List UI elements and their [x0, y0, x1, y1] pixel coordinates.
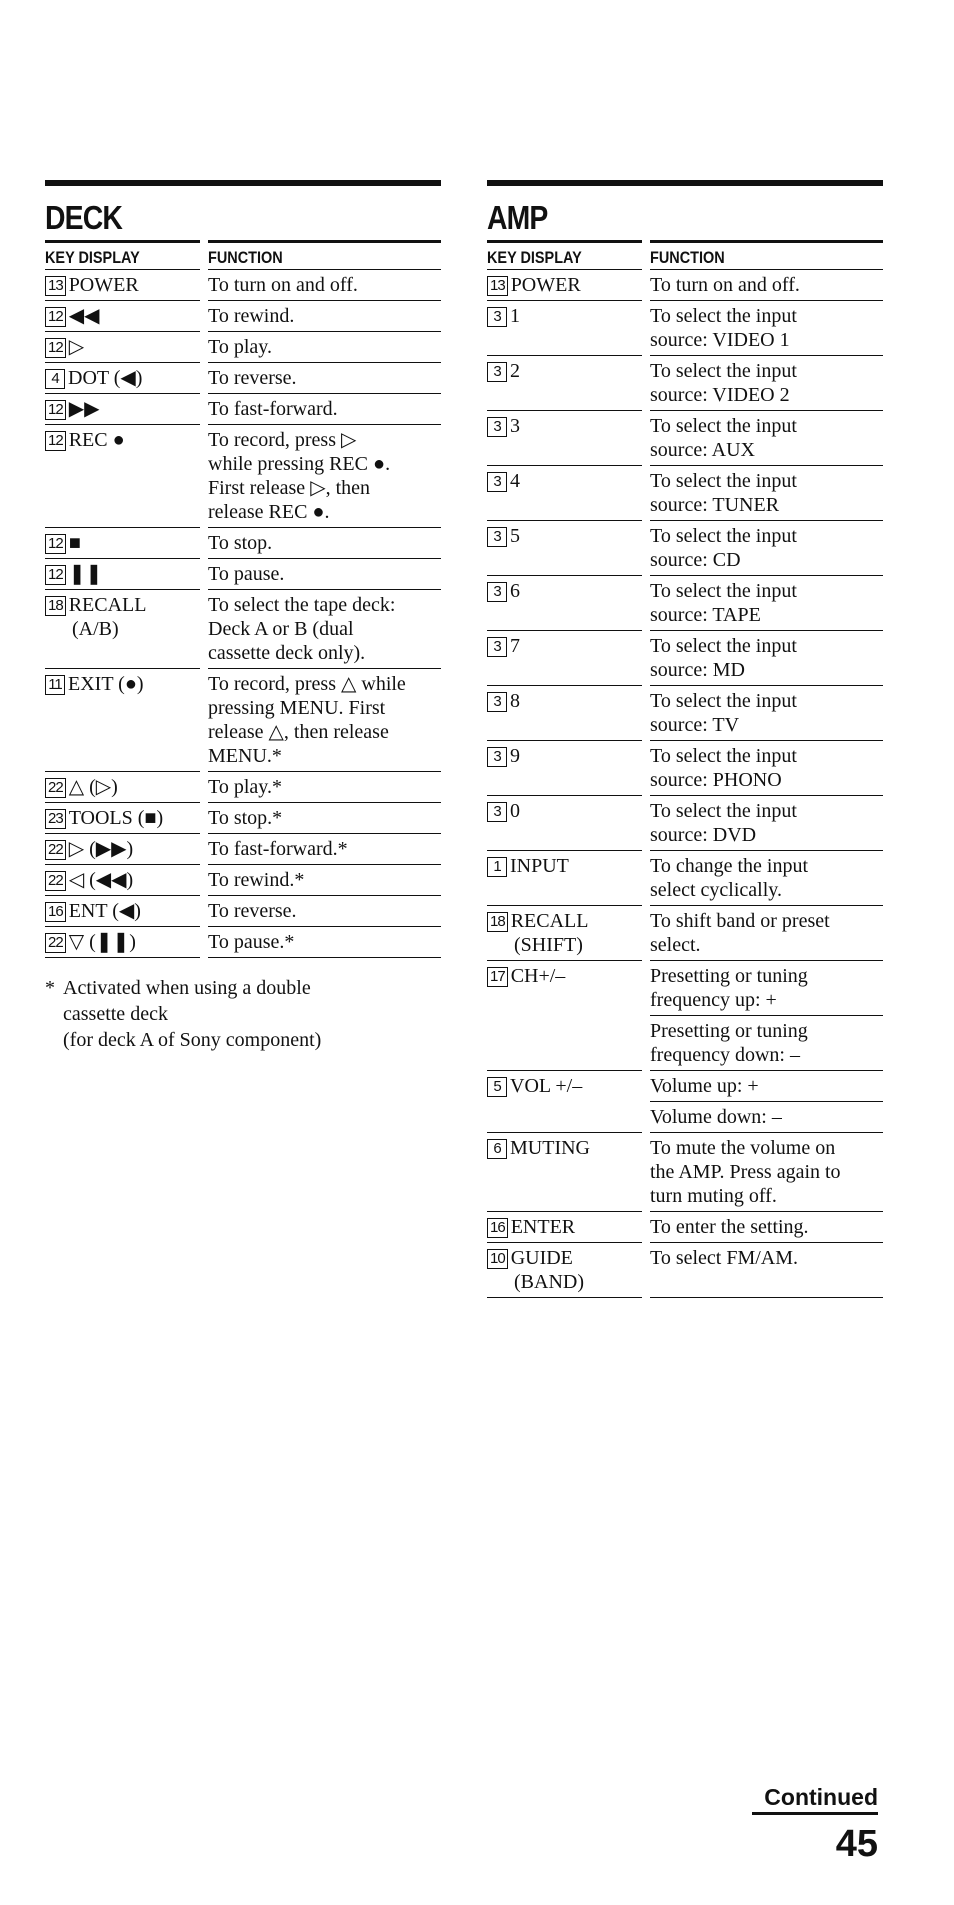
function-cell — [208, 772, 441, 803]
key-display — [487, 466, 642, 493]
table-row — [45, 590, 441, 669]
key-display — [487, 961, 642, 988]
function-cell — [650, 270, 883, 301]
key-number-badge: 5 — [487, 1077, 507, 1097]
function-cell — [208, 803, 441, 834]
function-cell — [650, 631, 883, 686]
table-row — [45, 927, 441, 958]
function-cell-secondary — [650, 1102, 883, 1133]
header-key-display: KEY DISPLAY — [45, 248, 140, 267]
header-cell-key — [487, 240, 642, 270]
footnote — [45, 975, 425, 1053]
function-cell — [650, 1133, 883, 1212]
key-label: TOOLS (■) — [68, 807, 164, 829]
function-cell — [208, 394, 441, 425]
function-text: To select the input source: DVD — [650, 800, 797, 846]
key-display — [45, 394, 200, 421]
key-number-badge: 13 — [487, 276, 508, 296]
function-cell — [208, 896, 441, 927]
function-cell — [650, 356, 883, 411]
table-row — [45, 425, 441, 528]
key-cell — [487, 631, 642, 686]
key-display — [45, 927, 200, 954]
function-cell — [208, 559, 441, 590]
function-cell — [650, 411, 883, 466]
function-text: To turn on and off. — [208, 274, 358, 296]
key-cell — [487, 851, 642, 906]
key-label: RECALL — [510, 910, 589, 932]
function-text: To fast-forward.* — [208, 838, 348, 860]
key-cell — [45, 425, 200, 528]
key-number-badge: 3 — [487, 527, 507, 547]
function-text: To rewind.* — [208, 869, 305, 891]
table-row — [487, 356, 883, 411]
key-cell — [45, 332, 200, 363]
key-display — [487, 851, 642, 878]
function-text: To select the input source: PHONO — [650, 745, 797, 791]
function-cell — [650, 1243, 883, 1298]
key-number-badge: 10 — [487, 1249, 508, 1269]
function-text: To mute the volume on the AMP. Press again to turn muting off. — [650, 1137, 841, 1207]
function-cell — [650, 466, 883, 521]
table-row — [487, 576, 883, 631]
key-cell — [45, 363, 200, 394]
key-cell — [487, 1243, 642, 1298]
key-label: 7 — [510, 635, 520, 657]
key-cell — [45, 559, 200, 590]
key-label: 3 — [510, 415, 520, 437]
key-number-badge: 12 — [45, 307, 66, 327]
amp-table — [487, 240, 883, 1298]
function-cell — [650, 1071, 883, 1102]
table-row — [45, 803, 441, 834]
key-number-badge: 3 — [487, 802, 507, 822]
header-function: FUNCTION — [650, 248, 725, 267]
table-row — [45, 363, 441, 394]
function-text: To stop.* — [208, 807, 283, 829]
amp-section — [487, 180, 883, 1298]
header-function: FUNCTION — [208, 248, 283, 267]
key-display — [487, 906, 642, 957]
key-cell — [487, 906, 642, 961]
function-cell — [208, 425, 441, 528]
key-label: POWER — [510, 274, 581, 296]
key-number-badge: 12 — [45, 338, 66, 358]
function-cell — [208, 270, 441, 301]
table-row — [45, 865, 441, 896]
footnote-text: Activated when using a double cassette deck (for deck A of Sony component) — [63, 977, 322, 1051]
key-number-badge: 1 — [487, 857, 507, 877]
key-label: ENTER — [510, 1216, 576, 1238]
key-display — [45, 301, 200, 328]
function-text: To select the input source: TAPE — [650, 580, 797, 626]
key-label: 1 — [510, 305, 520, 327]
continued-label: Continued — [752, 1782, 878, 1815]
key-label: ▽ (❚❚) — [68, 931, 136, 953]
key-label: ■ — [68, 532, 81, 554]
key-cell — [487, 741, 642, 796]
key-cell — [487, 270, 642, 301]
key-display — [45, 559, 200, 586]
table-row — [487, 301, 883, 356]
key-display — [487, 1212, 642, 1239]
table-row — [45, 332, 441, 363]
function-text: Volume up: + — [650, 1075, 759, 1097]
key-cell — [45, 669, 200, 772]
key-cell — [487, 686, 642, 741]
key-number-badge: 12 — [45, 400, 66, 420]
key-label: DOT (◀) — [68, 367, 143, 389]
key-label: GUIDE — [510, 1247, 573, 1269]
function-text: Presetting or tuning frequency up: + — [650, 965, 808, 1011]
table-row — [487, 521, 883, 576]
key-label: VOL +/– — [510, 1075, 583, 1097]
key-number-badge: 3 — [487, 362, 507, 382]
function-cell — [650, 851, 883, 906]
key-number-badge: 23 — [45, 809, 66, 829]
key-label: 6 — [510, 580, 520, 602]
key-display — [45, 896, 200, 923]
function-cell — [650, 796, 883, 851]
function-cell — [208, 834, 441, 865]
key-cell — [487, 1133, 642, 1212]
key-number-badge: 22 — [45, 840, 66, 860]
footnote-mark: * — [45, 977, 55, 999]
key-display — [487, 686, 642, 713]
key-cell — [45, 865, 200, 896]
function-text: To enter the setting. — [650, 1216, 809, 1238]
key-display — [487, 411, 642, 438]
table-row — [487, 411, 883, 466]
key-cell — [45, 590, 200, 669]
key-display — [487, 356, 642, 383]
function-cell — [208, 669, 441, 772]
key-display — [487, 301, 642, 328]
section-rule — [487, 180, 883, 186]
header-cell-function — [650, 240, 883, 270]
key-cell — [487, 466, 642, 521]
function-text-secondary: Presetting or tuning frequency down: – — [650, 1020, 808, 1066]
function-cell — [208, 590, 441, 669]
function-text: To stop. — [208, 532, 273, 554]
key-cell — [487, 576, 642, 631]
key-display — [45, 834, 200, 861]
key-display — [45, 425, 200, 452]
key-label: ▷ (▶▶) — [68, 838, 134, 860]
key-label: INPUT — [510, 855, 569, 877]
key-number-badge: 18 — [45, 596, 66, 616]
key-number-badge: 3 — [487, 472, 507, 492]
function-text: To select the tape deck: Deck A or B (dual cassette deck only). — [208, 594, 396, 664]
table-row — [487, 466, 883, 521]
key-cell — [45, 803, 200, 834]
function-text: To select FM/AM. — [650, 1247, 799, 1269]
key-number-badge: 3 — [487, 637, 507, 657]
key-label-line2: (BAND) — [514, 1271, 584, 1293]
function-text: To select the input source: AUX — [650, 415, 797, 461]
function-cell — [650, 906, 883, 961]
header-key-display: KEY DISPLAY — [487, 248, 582, 267]
key-label: 4 — [510, 470, 520, 492]
key-display — [45, 803, 200, 830]
table-row — [45, 834, 441, 865]
key-number-badge: 22 — [45, 871, 66, 891]
key-number-badge: 12 — [45, 565, 66, 585]
function-cell-secondary — [650, 1016, 883, 1071]
key-cell — [487, 1212, 642, 1243]
key-label: ◁ (◀◀) — [68, 869, 134, 891]
function-text: To select the input source: VIDEO 1 — [650, 305, 797, 351]
key-display — [45, 363, 200, 390]
table-row — [487, 906, 883, 961]
function-cell — [208, 865, 441, 896]
table-row — [45, 301, 441, 332]
key-label: 8 — [510, 690, 520, 712]
function-cell — [650, 301, 883, 356]
table-row — [45, 896, 441, 927]
deck-title: DECK — [45, 199, 122, 236]
function-cell — [650, 686, 883, 741]
key-display — [487, 741, 642, 768]
page-number: 45 — [835, 1823, 878, 1865]
function-text: To reverse. — [208, 367, 297, 389]
header-cell-function — [208, 240, 441, 270]
key-number-badge: 13 — [45, 276, 66, 296]
key-number-badge: 6 — [487, 1139, 507, 1159]
key-cell — [487, 1071, 642, 1133]
key-number-badge: 3 — [487, 417, 507, 437]
table-row — [487, 796, 883, 851]
function-text: To select the input source: VIDEO 2 — [650, 360, 797, 406]
function-cell — [650, 961, 883, 1016]
key-cell — [45, 270, 200, 301]
table-header-row — [45, 240, 441, 270]
table-row — [487, 1243, 883, 1298]
function-cell — [208, 927, 441, 958]
function-text-secondary: Volume down: – — [650, 1106, 782, 1128]
key-cell — [45, 927, 200, 958]
key-label: △ (▷) — [68, 776, 118, 798]
key-number-badge: 22 — [45, 933, 66, 953]
key-cell — [45, 528, 200, 559]
key-display — [487, 631, 642, 658]
function-cell — [650, 1212, 883, 1243]
table-row — [487, 631, 883, 686]
deck-table — [45, 240, 441, 958]
key-number-badge: 3 — [487, 747, 507, 767]
function-cell — [208, 301, 441, 332]
function-text: To play. — [208, 336, 272, 358]
key-cell — [45, 834, 200, 865]
key-cell — [45, 896, 200, 927]
function-text: To select the input source: TUNER — [650, 470, 797, 516]
key-number-badge: 22 — [45, 778, 66, 798]
function-text: To record, press △ while pressing MENU. First release △, then release MENU.* — [208, 673, 406, 767]
key-label: CH+/– — [510, 965, 566, 987]
key-display — [45, 590, 200, 641]
table-row — [487, 270, 883, 301]
function-cell — [208, 332, 441, 363]
table-row — [45, 772, 441, 803]
key-number-badge: 3 — [487, 582, 507, 602]
key-label-line2: (SHIFT) — [514, 934, 583, 956]
key-display — [45, 669, 200, 696]
key-label: ▶▶ — [68, 398, 100, 420]
key-number-badge: 11 — [45, 675, 65, 695]
key-label: MUTING — [510, 1137, 590, 1159]
key-number-badge: 16 — [487, 1218, 508, 1238]
key-cell — [487, 411, 642, 466]
function-text: To pause.* — [208, 931, 295, 953]
function-text: To pause. — [208, 563, 285, 585]
key-number-badge: 3 — [487, 692, 507, 712]
key-cell — [45, 301, 200, 332]
function-text: To select the input source: CD — [650, 525, 797, 571]
key-cell — [487, 796, 642, 851]
function-cell — [650, 576, 883, 631]
key-number-badge: 17 — [487, 967, 508, 987]
table-row — [45, 528, 441, 559]
key-cell — [487, 356, 642, 411]
key-cell — [45, 394, 200, 425]
key-cell — [487, 301, 642, 356]
function-text: To select the input source: TV — [650, 690, 797, 736]
key-label: ▷ — [68, 336, 85, 358]
key-display — [487, 270, 642, 297]
function-text: To rewind. — [208, 305, 295, 327]
table-row — [487, 1212, 883, 1243]
table-row — [487, 851, 883, 906]
key-display — [45, 772, 200, 799]
key-label: ❚❚ — [68, 563, 103, 585]
table-row — [45, 559, 441, 590]
key-display — [45, 332, 200, 359]
key-label: 5 — [510, 525, 520, 547]
amp-title: AMP — [487, 199, 548, 236]
function-text: To fast-forward. — [208, 398, 338, 420]
table-header-row — [487, 240, 883, 270]
function-text: To play.* — [208, 776, 282, 798]
key-display — [487, 796, 642, 823]
key-label: 9 — [510, 745, 520, 767]
key-number-badge: 18 — [487, 912, 508, 932]
function-text: To shift band or preset select. — [650, 910, 830, 956]
key-label: ENT (◀) — [68, 900, 141, 922]
key-cell — [45, 772, 200, 803]
function-cell — [208, 528, 441, 559]
deck-section — [45, 180, 441, 958]
key-label: EXIT (●) — [68, 673, 144, 695]
key-display — [487, 1133, 642, 1160]
key-display — [487, 1243, 642, 1294]
key-cell — [487, 961, 642, 1071]
table-row — [487, 1133, 883, 1212]
key-label: ◀◀ — [68, 305, 100, 327]
key-number-badge: 3 — [487, 307, 507, 327]
key-display — [487, 521, 642, 548]
key-display — [487, 1071, 642, 1098]
table-row — [45, 394, 441, 425]
table-row — [45, 270, 441, 301]
key-number-badge: 16 — [45, 902, 66, 922]
key-label: REC ● — [68, 429, 125, 451]
key-display — [45, 528, 200, 555]
function-cell — [650, 741, 883, 796]
function-text: To select the input source: MD — [650, 635, 797, 681]
key-display — [45, 270, 200, 297]
function-text: To reverse. — [208, 900, 297, 922]
key-label: POWER — [68, 274, 139, 296]
key-label: 0 — [510, 800, 520, 822]
table-row — [487, 961, 883, 1071]
function-cell — [650, 521, 883, 576]
table-row — [487, 741, 883, 796]
function-text: To record, press ▷ while pressing REC ●. First release ▷, then release REC ●. — [208, 429, 391, 523]
key-number-badge: 12 — [45, 534, 66, 554]
function-text: To change the input select cyclically. — [650, 855, 808, 901]
key-display — [487, 576, 642, 603]
header-cell-key — [45, 240, 200, 270]
key-cell — [487, 521, 642, 576]
key-number-badge: 4 — [45, 369, 65, 389]
function-cell — [208, 363, 441, 394]
table-row — [45, 669, 441, 772]
key-label: 2 — [510, 360, 520, 382]
key-label: RECALL — [68, 594, 147, 616]
table-row — [487, 686, 883, 741]
section-rule — [45, 180, 441, 186]
function-text: To turn on and off. — [650, 274, 800, 296]
key-number-badge: 12 — [45, 431, 66, 451]
table-row — [487, 1071, 883, 1133]
key-display — [45, 865, 200, 892]
key-label-line2: (A/B) — [72, 618, 119, 640]
